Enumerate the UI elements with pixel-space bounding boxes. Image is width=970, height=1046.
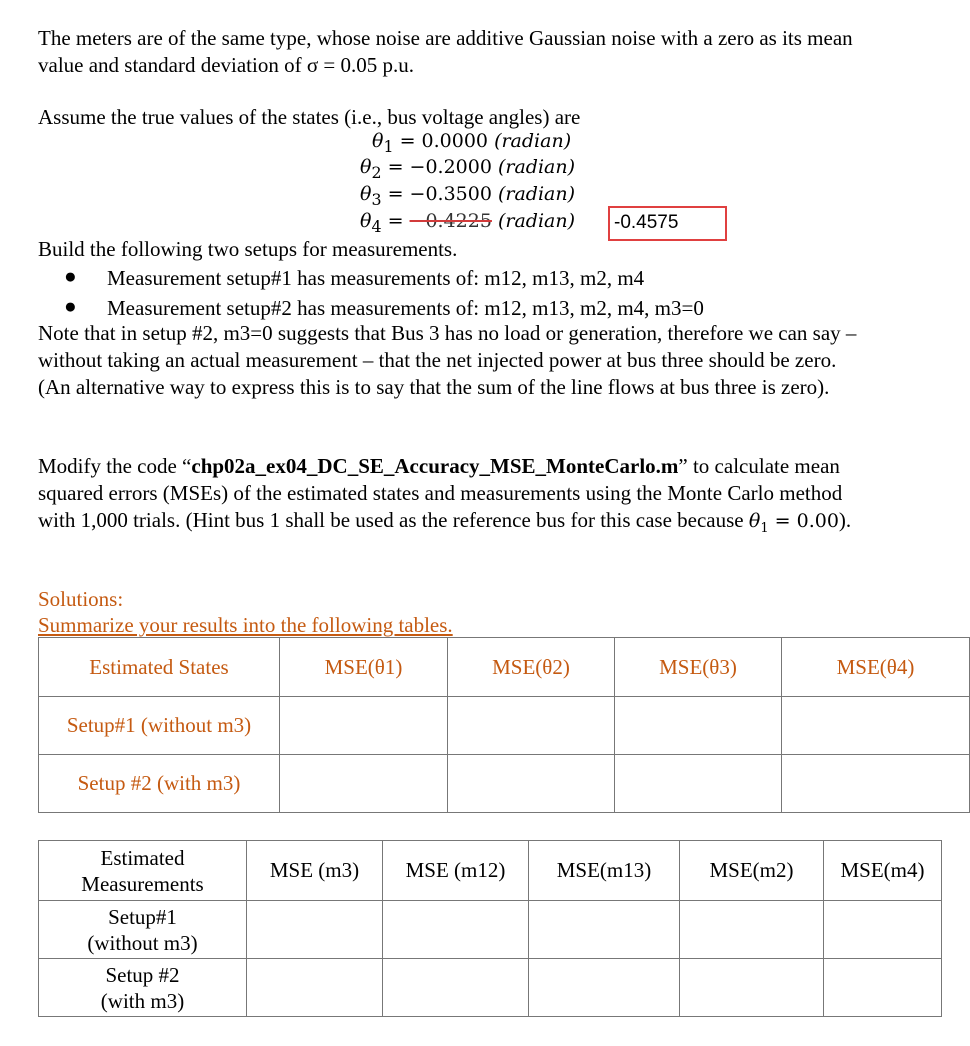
measurements-mse-table [38,840,942,1017]
task-line-2: squared errors (MSEs) of the estimated states and measurements using the Monte Carlo method [38,481,843,505]
table-header: MSE(m2) [680,841,824,901]
table-cell[interactable] [247,901,383,959]
bullet-dot: ● [64,264,77,288]
states-intro: Assume the true values of the states (i.e., bus voltage angles) are [38,105,581,129]
table-cell[interactable] [680,959,824,1017]
note-line-1: Note that in setup #2, m3=0 suggests that Bus 3 has no load or generation, therefore we can say – [38,321,857,345]
table-header: MSE (m12) [383,841,529,901]
table-header: MSE(m13) [529,841,680,901]
table-row-label: Setup#1 (without m3) [39,901,247,959]
setups-intro: Build the following two setups for measurements. [38,237,458,261]
table-cell[interactable] [824,959,942,1017]
table-header: Estimated Measurements [39,841,247,901]
correction-box: -0.4575 [608,206,727,241]
table-cell[interactable] [680,901,824,959]
table-cell[interactable] [247,959,383,1017]
struck-value: −0.4225 [409,210,492,232]
table-cell[interactable] [448,697,615,755]
task-line-3: with 1,000 trials. (Hint bus 1 shall be used as the reference bus for this case because $\theta_1 = 0.00$). [38,508,852,537]
table-header: MSE(θ4) [782,638,970,697]
equation-theta4: $\theta_4 = -0.4225$ (radian) [360,210,576,236]
table-header: MSE(m4) [824,841,942,901]
table-row-label: Setup #2 (with m3) [39,959,247,1017]
bullet-dot: ● [64,294,77,318]
equation-theta3: $\theta_3 = -0.3500$ (radian) [360,183,576,209]
table-cell[interactable] [448,755,615,813]
intro-line-2: value and standard deviation of σ = 0.05 p.u. [38,53,414,77]
table-cell[interactable] [782,755,970,813]
sigma-value: σ = 0.05 [306,53,378,77]
equation-theta2: $\theta_2 = -0.2000$ (radian) [360,156,576,182]
bullet-setup-1: Measurement setup#1 has measurements of: m12, m13, m2, m4 [107,266,645,290]
table-cell[interactable] [383,959,529,1017]
table-header: MSE(θ3) [615,638,782,697]
table-header: MSE (m3) [247,841,383,901]
code-filename: chp02a_ex04_DC_SE_Accuracy_MSE_MonteCarlo.m [191,454,679,478]
task-line-1: Modify the code “chp02a_ex04_DC_SE_Accuracy_MSE_MonteCarlo.m” to calculate mean [38,454,840,478]
note-line-2: without taking an actual measurement – that the net injected power at bus three should be zero. [38,348,837,372]
summarize-label: Summarize your results into the following tables. [38,613,453,637]
table-header: MSE(θ1) [280,638,448,697]
note-line-3: (An alternative way to express this is to say that the sum of the line flows at bus three is zero). [38,375,830,399]
table-header: MSE(θ2) [448,638,615,697]
table-cell[interactable] [383,901,529,959]
bullet-setup-2: Measurement setup#2 has measurements of: m12, m13, m2, m4, m3=0 [107,296,704,320]
table-cell[interactable] [280,755,448,813]
equation-theta1: $\theta_1 = 0.0000$ (radian) [372,130,572,156]
table-cell[interactable] [280,697,448,755]
table-header: Estimated States [39,638,280,697]
table-cell[interactable] [824,901,942,959]
states-mse-table [38,637,970,813]
table-cell[interactable] [782,697,970,755]
table-cell[interactable] [615,755,782,813]
table-cell[interactable] [529,959,680,1017]
table-cell[interactable] [529,901,680,959]
intro-line-1: The meters are of the same type, whose noise are additive Gaussian noise with a zero as its mean [38,26,853,50]
table-cell[interactable] [615,697,782,755]
table-row-label: Setup #2 (with m3) [39,755,280,813]
table-row-label: Setup#1 (without m3) [39,697,280,755]
solutions-label: Solutions: [38,587,124,611]
